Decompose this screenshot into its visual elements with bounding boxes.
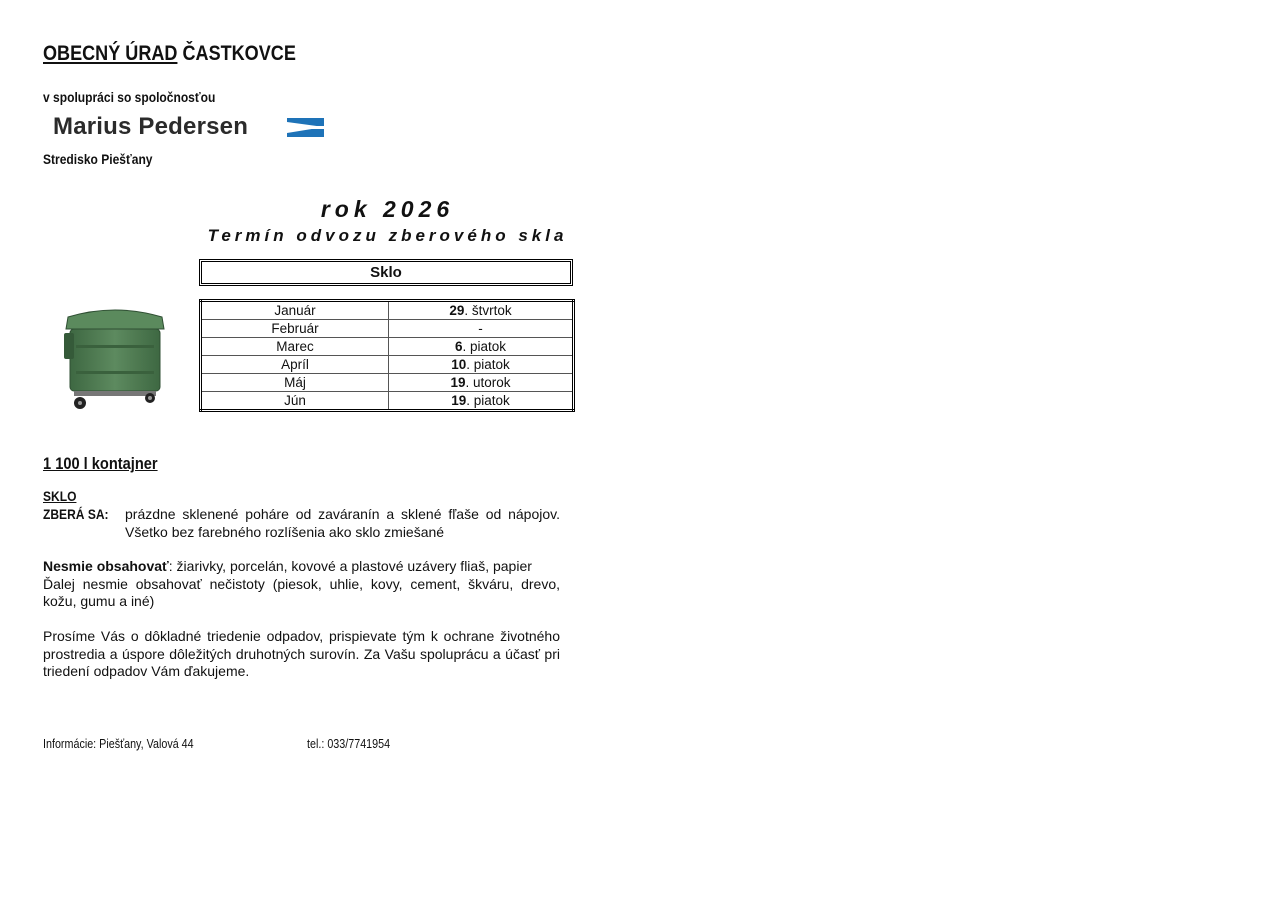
schedule-table — [199, 299, 575, 412]
weekday: . utorok — [465, 375, 511, 390]
year-heading: rok 2026 — [320, 196, 455, 222]
schedule-subtitle: Termín odvozu zberového skla — [207, 226, 568, 245]
day-number: 10 — [451, 357, 467, 372]
office-title-village: ČASTKOVCE — [182, 42, 296, 65]
brand-flag-icon — [287, 118, 324, 137]
weekday: . piatok — [462, 339, 507, 354]
table-row — [201, 320, 574, 338]
container-bin-image — [60, 305, 170, 415]
forbidden-label: Nesmie obsahovať — [43, 558, 169, 574]
date-cell — [389, 320, 574, 338]
forbidden-text-extra: Ďalej nesmie obsahovať nečistoty (piesok, uhlie, kovy, cement, škváru, drevo, kožu, gumu a iné) — [43, 575, 560, 609]
month-cell: Máj — [201, 374, 389, 392]
footer-phone: tel.: 033/7741954 — [307, 737, 391, 751]
month-cell: Jún — [201, 392, 389, 411]
container-title: 1 100 l kontajner — [43, 454, 158, 473]
day-number: 19 — [450, 375, 466, 390]
brand-logo-text: Marius Pedersen — [53, 113, 249, 140]
day-number: 29 — [449, 303, 465, 318]
weekday: . piatok — [466, 393, 510, 408]
table-row — [201, 374, 574, 392]
table-row — [201, 338, 574, 356]
weekday: - — [478, 321, 483, 336]
weekday: . štvrtok — [464, 303, 512, 318]
day-number: 6 — [454, 339, 463, 354]
date-cell — [389, 392, 574, 411]
centre-text: Stredisko Piešťany — [43, 151, 153, 167]
forbidden-text: : žiarivky, porcelán, kovové a plastové uzávery fliaš, papier — [168, 558, 532, 574]
month-cell: Február — [201, 320, 389, 338]
day-number: 19 — [451, 393, 467, 408]
table-row — [201, 392, 574, 411]
month-cell: Január — [201, 301, 389, 320]
forbidden-paragraph — [43, 558, 560, 611]
office-title-underlined: OBECNÝ ÚRAD — [43, 42, 178, 65]
table-row — [201, 356, 574, 374]
table-row — [201, 301, 574, 320]
date-cell — [389, 301, 574, 320]
cooperation-text: v spolupráci so spoločnosťou — [43, 89, 216, 105]
footer-address: Informácie: Piešťany, Valová 44 — [43, 737, 194, 751]
date-cell — [389, 338, 574, 356]
request-paragraph: Prosíme Vás o dôkladné triedenie odpadov, prispievate tým k ochrane životného prostredia a úspore dôležitých druhotných surovín. Za Vašu spoluprácu a účasť pri triedení odpadov Vám ďakujeme. — [43, 628, 560, 679]
office-title — [43, 42, 296, 66]
month-cell: Marec — [201, 338, 389, 356]
collected-label: ZBERÁ SA: — [43, 506, 109, 522]
date-cell — [389, 374, 574, 392]
weekday: . piatok — [466, 357, 510, 372]
collected-text: prázdne sklenené poháre od zaváranín a sklené fľaše od nápojov. Všetko bez farebného rozlíšenia ako sklo zmiešané — [125, 506, 560, 540]
sklo-label: SKLO — [43, 488, 77, 504]
schedule-category-box: Sklo — [199, 259, 573, 286]
month-cell: Apríl — [201, 356, 389, 374]
date-cell — [389, 356, 574, 374]
